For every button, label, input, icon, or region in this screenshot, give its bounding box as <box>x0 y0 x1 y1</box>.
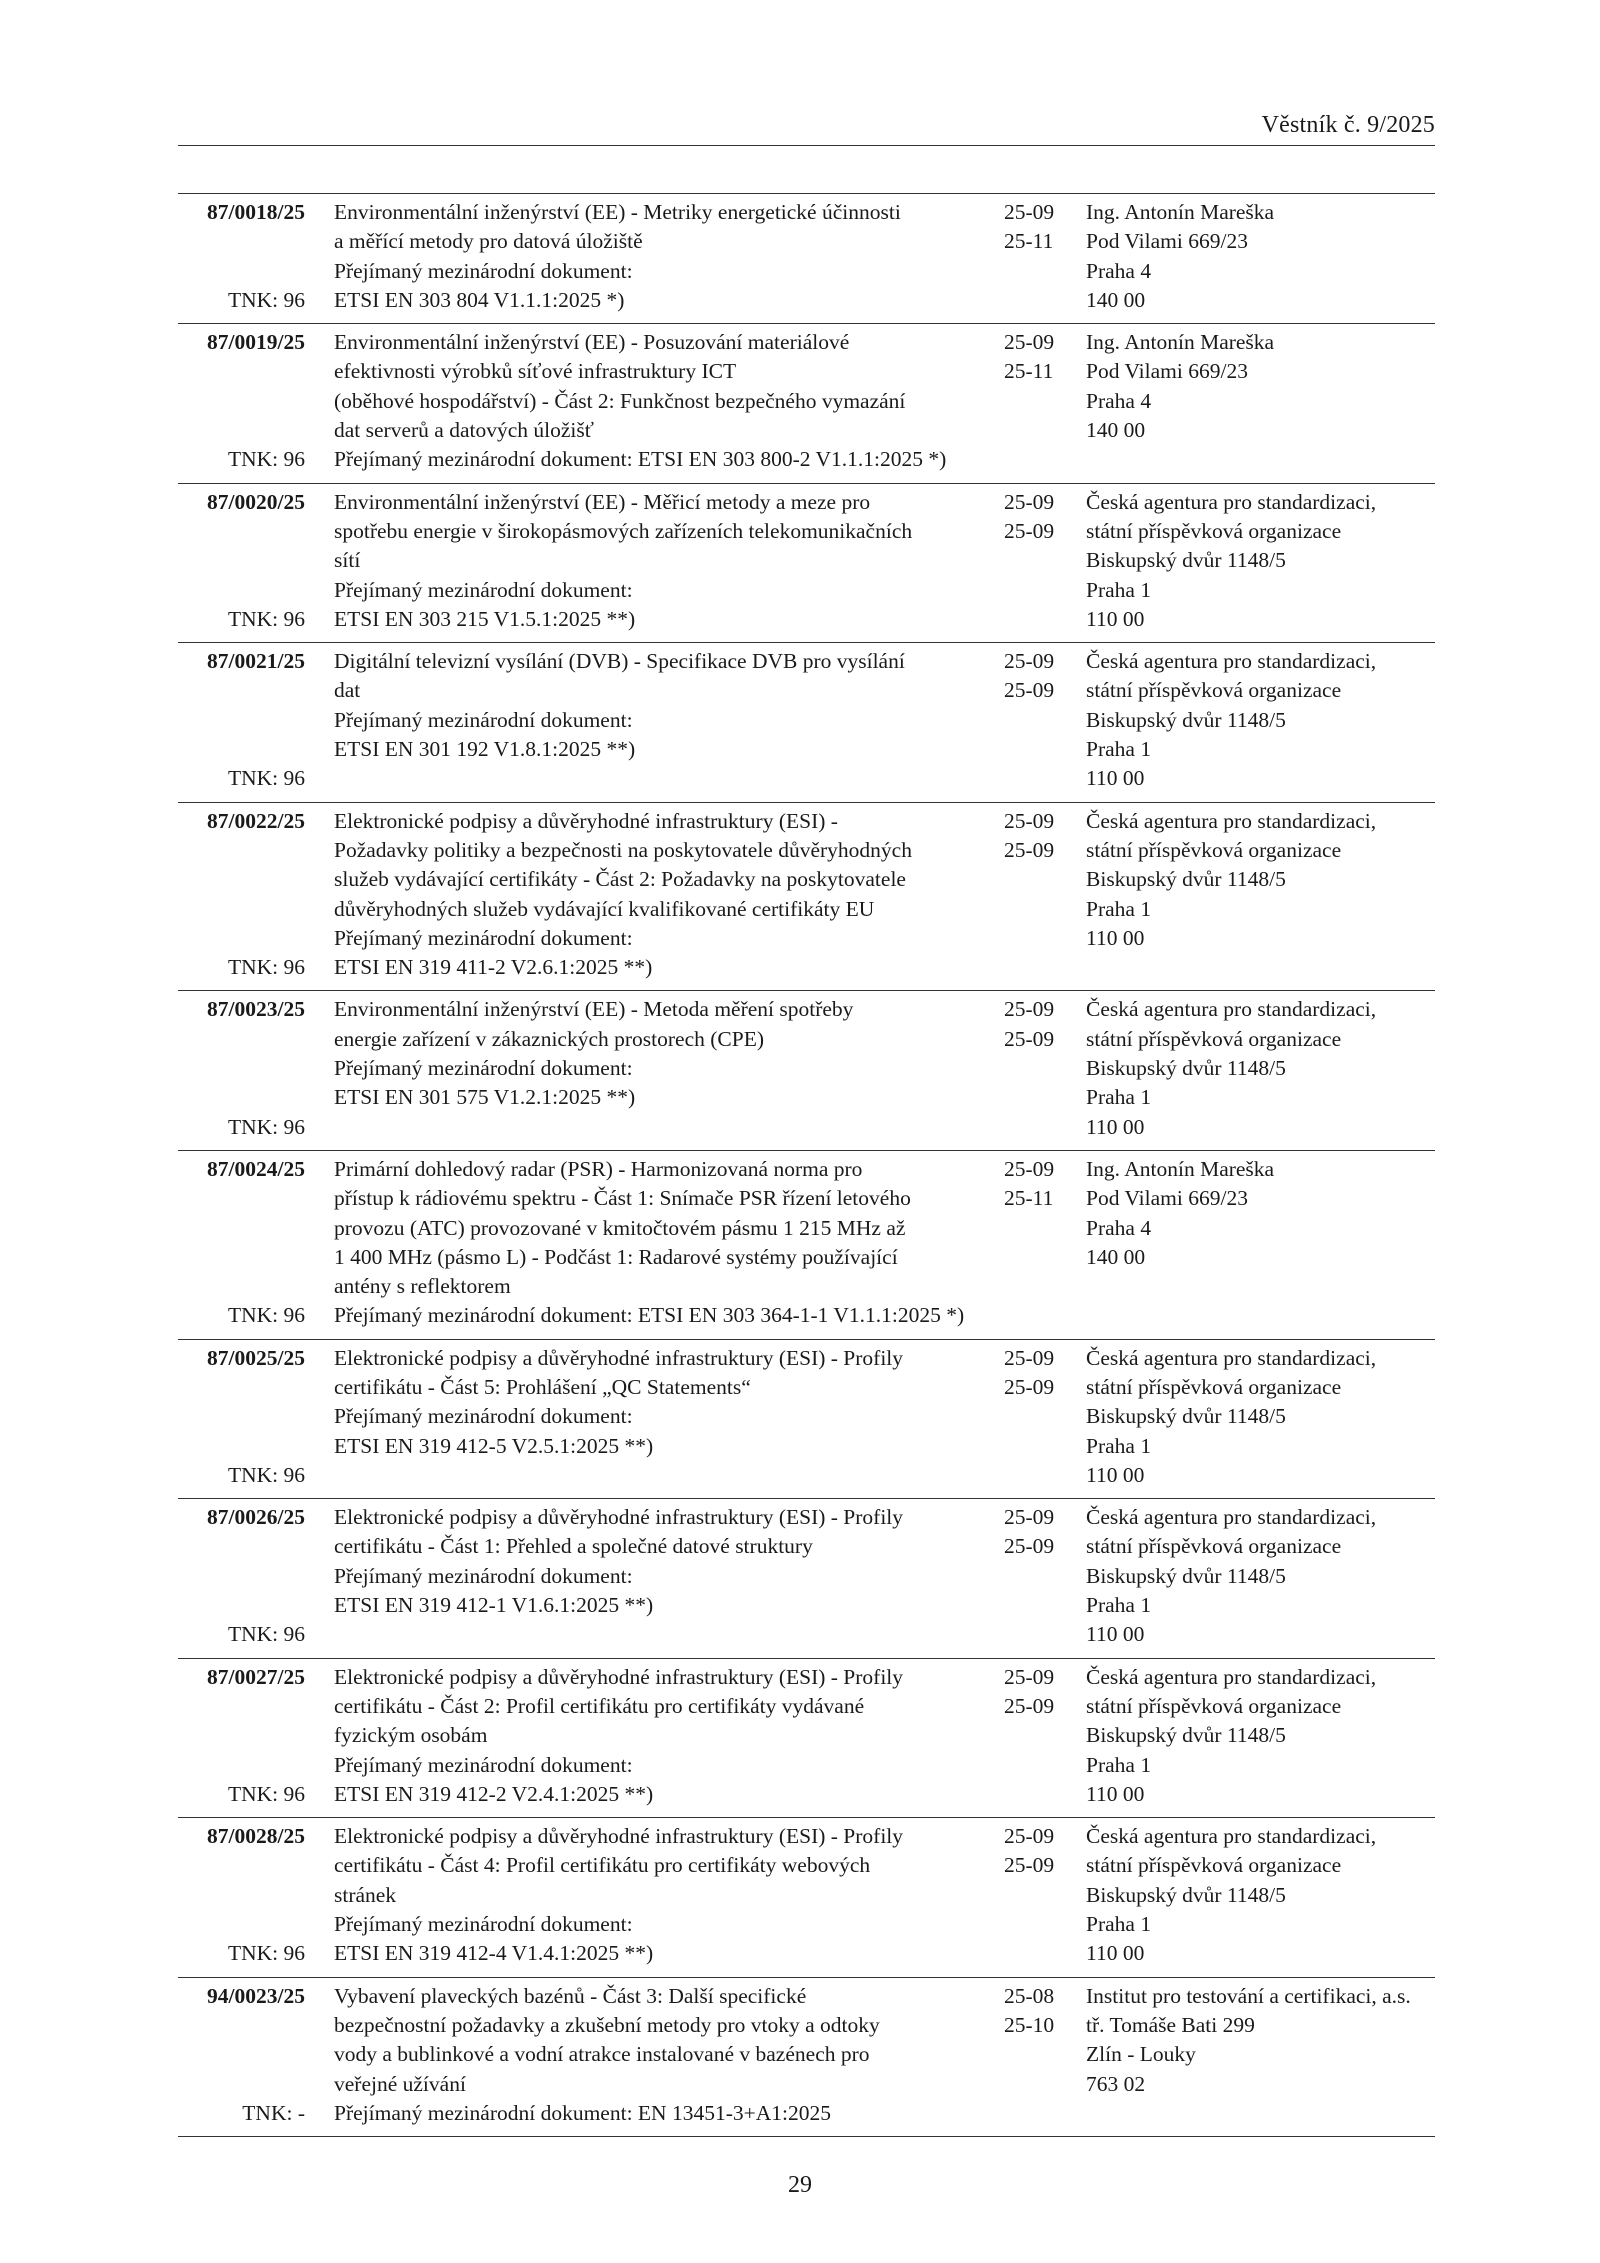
address-line: Praha 1 <box>1086 1085 1152 1110</box>
address-line: Praha 1 <box>1086 577 1152 602</box>
row-identifier <box>178 1982 305 2128</box>
address-line: státní příspěvková organizace <box>1086 678 1342 703</box>
title-line: služeb vydávající certifikáty - Část 2: Požadavky na poskytovatele <box>334 867 906 892</box>
address-line: 763 02 <box>1086 2071 1146 2096</box>
address-line: 110 00 <box>1086 925 1145 950</box>
dates <box>1004 198 1060 315</box>
address-line: Praha 1 <box>1086 1433 1152 1458</box>
title-line: Přejímaný mezinárodní dokument: <box>334 258 633 283</box>
dates <box>1004 1982 1060 2128</box>
address-line: Institut pro testování a certifikaci, a.s. <box>1086 1983 1411 2008</box>
date-value: 25-09 <box>1004 837 1055 862</box>
row-identifier <box>178 1155 305 1331</box>
title-line: ETSI EN 303 215 V1.5.1:2025 **) <box>334 606 636 631</box>
date-value: 25-10 <box>1004 2012 1055 2037</box>
date-value: 25-09 <box>1004 1505 1055 1530</box>
address-line: 110 00 <box>1086 1114 1145 1139</box>
title-line: ETSI EN 319 412-1 V1.6.1:2025 **) <box>334 1593 654 1618</box>
title-line: důvěryhodných služeb vydávající kvalifikované certifikáty EU <box>334 896 875 921</box>
date-value: 25-11 <box>1004 229 1054 254</box>
table-row <box>178 483 1435 642</box>
processor-address <box>1086 807 1435 983</box>
address-line: Ing. Antonín Mareška <box>1086 330 1275 355</box>
address-line: Česká agentura pro standardizaci, <box>1086 1505 1377 1530</box>
address-line: Biskupský dvůr 1148/5 <box>1086 1404 1286 1429</box>
address-line: Pod Vilami 669/23 <box>1086 1186 1248 1211</box>
address-line: státní příspěvková organizace <box>1086 1693 1342 1718</box>
date-value: 25-09 <box>1004 808 1055 833</box>
document-number: 87/0023/25 <box>207 997 305 1022</box>
document-number: 87/0027/25 <box>207 1664 305 1689</box>
address-line: Biskupský dvůr 1148/5 <box>1086 867 1286 892</box>
date-value: 25-11 <box>1004 359 1054 384</box>
row-identifier <box>178 1344 305 1490</box>
address-line: Biskupský dvůr 1148/5 <box>1086 548 1286 573</box>
dates <box>1004 1344 1060 1490</box>
table-row <box>178 1977 1435 2137</box>
date-value: 25-09 <box>1004 489 1055 514</box>
address-line: Česká agentura pro standardizaci, <box>1086 808 1377 833</box>
title-line: Elektronické podpisy a důvěryhodné infrastruktury (ESI) - <box>334 808 838 833</box>
document-number: 87/0026/25 <box>207 1505 305 1530</box>
dates <box>1004 807 1060 983</box>
standard-title <box>334 1344 1004 1490</box>
title-line: ETSI EN 301 192 V1.8.1:2025 **) <box>334 737 636 762</box>
address-line: Česká agentura pro standardizaci, <box>1086 997 1377 1022</box>
address-line: Česká agentura pro standardizaci, <box>1086 489 1377 514</box>
tnk-label: TNK: 96 <box>227 955 305 980</box>
date-value: 25-09 <box>1004 1026 1055 1051</box>
title-line: vody a bublinkové a vodní atrakce instalované v bazénech pro <box>334 2042 870 2067</box>
processor-address <box>1086 328 1435 474</box>
title-line: (oběhové hospodářství) - Část 2: Funkčnost bezpečného vymazání <box>334 388 906 413</box>
address-line: Biskupský dvůr 1148/5 <box>1086 1563 1286 1588</box>
row-identifier <box>178 1663 305 1809</box>
title-line: Elektronické podpisy a důvěryhodné infrastruktury (ESI) - Profily <box>334 1664 904 1689</box>
table-row <box>178 1658 1435 1817</box>
title-line: Primární dohledový radar (PSR) - Harmonizovaná norma pro <box>334 1156 863 1181</box>
title-line: provozu (ATC) provozované v kmitočtovém pásmu 1 215 MHz až <box>334 1215 906 1240</box>
title-line: ETSI EN 303 804 V1.1.1:2025 *) <box>334 287 625 312</box>
title-line: efektivnosti výrobků síťové infrastruktury ICT <box>334 359 737 384</box>
title-line: Digitální televizní vysílání (DVB) - Specifikace DVB pro vysílání <box>334 649 905 674</box>
title-line: Vybavení plaveckých bazénů - Část 3: Další specifické <box>334 1983 807 2008</box>
date-value: 25-09 <box>1004 1534 1055 1559</box>
document-number: 87/0021/25 <box>207 649 305 674</box>
standard-title <box>334 1503 1004 1649</box>
title-line: stránek <box>334 1882 397 1907</box>
title-line: Elektronické podpisy a důvěryhodné infrastruktury (ESI) - Profily <box>334 1345 904 1370</box>
processor-address <box>1086 1503 1435 1649</box>
address-line: Praha 1 <box>1086 737 1152 762</box>
date-value: 25-09 <box>1004 1664 1055 1689</box>
title-line: Přejímaný mezinárodní dokument: EN 13451-3+A1:2025 <box>334 2100 831 2125</box>
standard-title <box>334 488 1004 634</box>
page-number: 29 <box>788 2172 812 2198</box>
address-line: 110 00 <box>1086 606 1145 631</box>
address-line: 110 00 <box>1086 1462 1145 1487</box>
processor-address <box>1086 198 1435 315</box>
title-line: a měřící metody pro datová úložiště <box>334 229 643 254</box>
address-line: Biskupský dvůr 1148/5 <box>1086 1056 1286 1081</box>
address-line: 110 00 <box>1086 766 1145 791</box>
row-identifier <box>178 807 305 983</box>
title-line: Environmentální inženýrství (EE) - Metoda měření spotřeby <box>334 997 854 1022</box>
address-line: 140 00 <box>1086 287 1146 312</box>
processor-address <box>1086 1982 1435 2128</box>
processor-address <box>1086 1663 1435 1809</box>
standard-title <box>334 647 1004 793</box>
address-line: státní příspěvková organizace <box>1086 1026 1342 1051</box>
date-value: 25-09 <box>1004 1345 1055 1370</box>
bulletin-title: Věstník č. 9/2025 <box>1261 112 1435 138</box>
title-line: Environmentální inženýrství (EE) - Posuzování materiálové <box>334 330 850 355</box>
tnk-label: TNK: 96 <box>227 1622 305 1647</box>
table-row <box>178 1817 1435 1976</box>
address-line: státní příspěvková organizace <box>1086 518 1342 543</box>
title-line: Přejímaný mezinárodní dokument: <box>334 925 633 950</box>
address-line: Ing. Antonín Mareška <box>1086 1156 1275 1181</box>
address-line: 140 00 <box>1086 1244 1146 1269</box>
address-line: státní příspěvková organizace <box>1086 1534 1342 1559</box>
address-line: Česká agentura pro standardizaci, <box>1086 1664 1377 1689</box>
title-line: ETSI EN 319 412-2 V2.4.1:2025 **) <box>334 1781 654 1806</box>
row-identifier <box>178 1503 305 1649</box>
date-value: 25-09 <box>1004 1156 1055 1181</box>
title-line: Přejímaný mezinárodní dokument: <box>334 1563 633 1588</box>
title-line: Přejímaný mezinárodní dokument: <box>334 707 633 732</box>
title-line: Přejímaný mezinárodní dokument: <box>334 1056 633 1081</box>
date-value: 25-09 <box>1004 518 1055 543</box>
standard-title <box>334 995 1004 1141</box>
address-line: Zlín - Louky <box>1086 2042 1196 2067</box>
standard-title <box>334 1155 1004 1331</box>
title-line: veřejné užívání <box>334 2071 466 2096</box>
address-line: Praha 4 <box>1086 388 1152 413</box>
title-line: přístup k rádiovému spektru - Část 1: Snímače PSR řízení letového <box>334 1186 911 1211</box>
date-value: 25-11 <box>1004 1186 1054 1211</box>
title-line: dat <box>334 678 361 703</box>
row-identifier <box>178 995 305 1141</box>
processor-address <box>1086 1155 1435 1331</box>
title-line: Přejímaný mezinárodní dokument: ETSI EN 303 364-1-1 V1.1.1:2025 *) <box>334 1303 965 1328</box>
title-line: bezpečnostní požadavky a zkušební metody pro vtoky a odtoky <box>334 2012 880 2037</box>
dates <box>1004 1663 1060 1809</box>
address-line: státní příspěvková organizace <box>1086 1374 1342 1399</box>
document-number: 87/0028/25 <box>207 1824 305 1849</box>
dates <box>1004 647 1060 793</box>
tnk-label: TNK: 96 <box>227 287 305 312</box>
address-line: státní příspěvková organizace <box>1086 1853 1342 1878</box>
title-line: antény s reflektorem <box>334 1274 511 1299</box>
document-number: 87/0024/25 <box>207 1156 305 1181</box>
title-line: certifikátu - Část 5: Prohlášení „QC Statements“ <box>334 1374 751 1399</box>
document-number: 87/0018/25 <box>207 200 305 224</box>
tnk-label: TNK: 96 <box>227 1303 305 1328</box>
date-value: 25-09 <box>1004 997 1055 1022</box>
address-line: 110 00 <box>1086 1622 1145 1647</box>
address-line: Biskupský dvůr 1148/5 <box>1086 1882 1286 1907</box>
title-line: ETSI EN 319 412-5 V2.5.1:2025 **) <box>334 1433 654 1458</box>
standard-title <box>334 328 1004 474</box>
address-line: Praha 4 <box>1086 258 1152 283</box>
processor-address <box>1086 647 1435 793</box>
dates <box>1004 328 1060 474</box>
date-value: 25-09 <box>1004 1374 1055 1399</box>
title-line: Elektronické podpisy a důvěryhodné infrastruktury (ESI) - Profily <box>334 1824 904 1849</box>
title-line: certifikátu - Část 2: Profil certifikátu pro certifikáty vydávané <box>334 1693 865 1718</box>
title-line: spotřebu energie v širokopásmových zařízeních telekomunikačních <box>334 518 913 543</box>
title-line: certifikátu - Část 4: Profil certifikátu pro certifikáty webových <box>334 1853 871 1878</box>
tnk-label: TNK: 96 <box>227 1941 305 1966</box>
standard-title <box>334 807 1004 983</box>
address-line: Pod Vilami 669/23 <box>1086 229 1248 254</box>
address-line: Ing. Antonín Mareška <box>1086 200 1275 224</box>
standard-title <box>334 198 1004 315</box>
title-line: Požadavky politiky a bezpečnosti na poskytovatele důvěryhodných <box>334 837 912 862</box>
title-line: Environmentální inženýrství (EE) - Měřicí metody a meze pro <box>334 489 871 514</box>
table-row <box>178 323 1435 482</box>
address-line: Praha 1 <box>1086 1912 1152 1937</box>
row-identifier <box>178 1822 305 1968</box>
address-line: Pod Vilami 669/23 <box>1086 359 1248 384</box>
table-row <box>178 1150 1435 1339</box>
table-row <box>178 990 1435 1149</box>
row-identifier <box>178 328 305 474</box>
document-number: 87/0025/25 <box>207 1345 305 1370</box>
standard-title <box>334 1822 1004 1968</box>
tnk-label: TNK: 96 <box>227 1781 305 1806</box>
title-line: Přejímaný mezinárodní dokument: <box>334 577 633 602</box>
standard-title <box>334 1982 1004 2128</box>
title-line: ETSI EN 319 412-4 V1.4.1:2025 **) <box>334 1941 654 1966</box>
tnk-label: TNK: 96 <box>227 606 305 631</box>
address-line: Česká agentura pro standardizaci, <box>1086 1824 1377 1849</box>
address-line: 110 00 <box>1086 1941 1145 1966</box>
date-value: 25-09 <box>1004 330 1055 355</box>
title-line: ETSI EN 319 411-2 V2.6.1:2025 **) <box>334 955 653 980</box>
standards-table <box>178 193 1435 2137</box>
tnk-label: TNK: 96 <box>227 1114 305 1139</box>
date-value: 25-09 <box>1004 1853 1055 1878</box>
address-line: tř. Tomáše Bati 299 <box>1086 2012 1255 2037</box>
dates <box>1004 488 1060 634</box>
title-line: certifikátu - Část 1: Přehled a společné datové struktury <box>334 1534 813 1559</box>
table-row <box>178 642 1435 801</box>
dates <box>1004 1503 1060 1649</box>
document-number: 94/0023/25 <box>207 1983 305 2008</box>
date-value: 25-09 <box>1004 200 1055 224</box>
processor-address <box>1086 488 1435 634</box>
title-line: ETSI EN 301 575 V1.2.1:2025 **) <box>334 1085 636 1110</box>
title-line: sítí <box>334 548 361 573</box>
title-line: Přejímaný mezinárodní dokument: <box>334 1752 633 1777</box>
table-row <box>178 802 1435 991</box>
processor-address <box>1086 1822 1435 1968</box>
date-value: 25-09 <box>1004 1824 1055 1849</box>
document-number: 87/0019/25 <box>207 330 305 355</box>
address-line: Česká agentura pro standardizaci, <box>1086 649 1377 674</box>
document-number: 87/0020/25 <box>207 489 305 514</box>
standard-title <box>334 1663 1004 1809</box>
address-line: Česká agentura pro standardizaci, <box>1086 1345 1377 1370</box>
address-line: Praha 1 <box>1086 1752 1152 1777</box>
address-line: Biskupský dvůr 1148/5 <box>1086 1723 1286 1748</box>
address-line: 110 00 <box>1086 1781 1145 1806</box>
date-value: 25-08 <box>1004 1983 1055 2008</box>
table-row <box>178 1498 1435 1657</box>
title-line: Přejímaný mezinárodní dokument: <box>334 1912 633 1937</box>
address-line: Praha 1 <box>1086 896 1152 921</box>
title-line: Přejímaný mezinárodní dokument: ETSI EN 303 800-2 V1.1.1:2025 *) <box>334 447 947 472</box>
title-line: dat serverů a datových úložišť <box>334 418 594 443</box>
tnk-label: TNK: - <box>242 2100 305 2125</box>
title-line: fyzickým osobám <box>334 1723 488 1748</box>
address-line: Biskupský dvůr 1148/5 <box>1086 707 1286 732</box>
address-line: Praha 1 <box>1086 1593 1152 1618</box>
address-line: 140 00 <box>1086 418 1146 443</box>
processor-address <box>1086 1344 1435 1490</box>
title-line: Přejímaný mezinárodní dokument: <box>334 1404 633 1429</box>
dates <box>1004 995 1060 1141</box>
row-identifier <box>178 198 305 315</box>
date-value: 25-09 <box>1004 1693 1055 1718</box>
tnk-label: TNK: 96 <box>227 447 305 472</box>
row-identifier <box>178 488 305 634</box>
address-line: Praha 4 <box>1086 1215 1152 1240</box>
address-line: státní příspěvková organizace <box>1086 837 1342 862</box>
title-line: Environmentální inženýrství (EE) - Metriky energetické účinnosti <box>334 200 901 224</box>
date-value: 25-09 <box>1004 649 1055 674</box>
processor-address <box>1086 995 1435 1141</box>
document-number: 87/0022/25 <box>207 808 305 833</box>
tnk-label: TNK: 96 <box>227 1462 305 1487</box>
table-row <box>178 193 1435 323</box>
tnk-label: TNK: 96 <box>227 766 305 791</box>
title-line: 1 400 MHz (pásmo L) - Podčást 1: Radarové systémy používající <box>334 1244 898 1269</box>
title-line: energie zařízení v zákaznických prostorech (CPE) <box>334 1026 764 1051</box>
row-identifier <box>178 647 305 793</box>
header-divider <box>178 145 1435 146</box>
table-row <box>178 1339 1435 1498</box>
date-value: 25-09 <box>1004 678 1055 703</box>
dates <box>1004 1155 1060 1331</box>
title-line: Elektronické podpisy a důvěryhodné infrastruktury (ESI) - Profily <box>334 1505 904 1530</box>
dates <box>1004 1822 1060 1968</box>
